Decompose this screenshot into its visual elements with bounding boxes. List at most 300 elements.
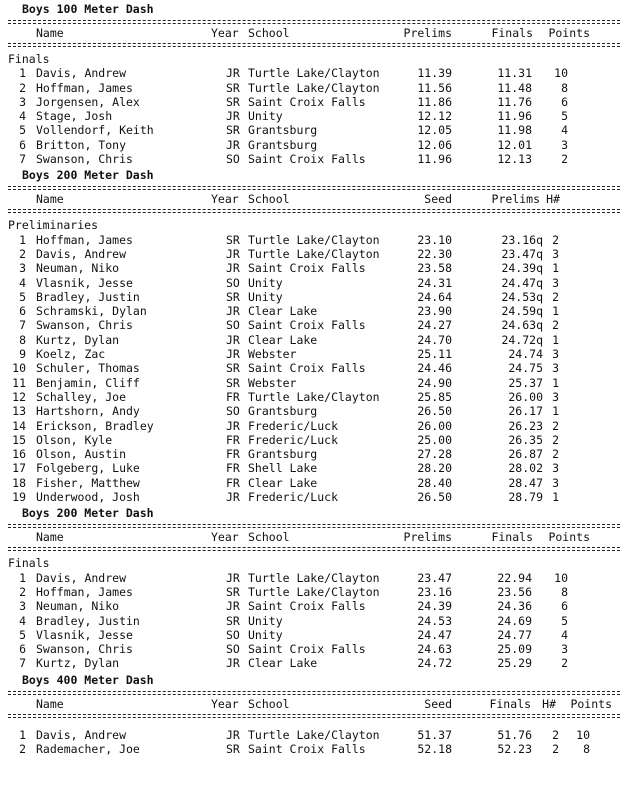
mark-2: 23.16q	[501, 232, 543, 247]
mark-1: 24.72	[417, 656, 452, 671]
mark-2: 28.79	[508, 490, 543, 505]
col-6-header: H#	[546, 192, 560, 207]
year: JR	[226, 332, 240, 347]
school: Turtle Lake/Clayton	[248, 246, 380, 261]
athlete-name: Swanson, Chris	[36, 152, 133, 167]
athlete-name: Davis, Andrew	[36, 246, 127, 261]
mark-3: 1	[552, 332, 559, 347]
mark-3: 5	[561, 109, 568, 124]
year: FR	[226, 461, 240, 476]
result-row	[8, 290, 620, 304]
mark-2: 26.17	[508, 404, 543, 419]
result-row	[8, 390, 620, 404]
year: SO	[226, 318, 240, 333]
year-header: Year	[211, 696, 239, 711]
athlete-name: Hoffman, James	[36, 232, 133, 247]
result-row	[8, 447, 620, 461]
event-title: Boys 200 Meter Dash	[22, 506, 154, 521]
event-block	[8, 1, 620, 166]
result-row	[8, 66, 620, 80]
double-rule-divider	[8, 19, 620, 25]
result-row	[8, 728, 620, 742]
athlete-name: Swanson, Chris	[36, 318, 133, 333]
mark-3: 2	[552, 727, 559, 742]
mark-1: 23.16	[417, 584, 452, 599]
athlete-name: Neuman, Niko	[36, 599, 120, 614]
result-row	[8, 247, 620, 261]
school: Saint Croix Falls	[248, 94, 366, 109]
place: 2	[19, 584, 26, 599]
mark-1: 24.31	[417, 275, 452, 290]
mark-1: 24.70	[417, 332, 452, 347]
mark-2: 24.59q	[501, 304, 543, 319]
event-title: Boys 200 Meter Dash	[22, 168, 154, 183]
mark-3: 6	[561, 599, 568, 614]
result-row	[8, 490, 620, 504]
place: 6	[19, 642, 26, 657]
place: 4	[19, 275, 26, 290]
school: Shell Lake	[248, 461, 318, 476]
year: JR	[226, 109, 240, 124]
result-row	[8, 276, 620, 290]
mark-2: 24.63q	[501, 318, 543, 333]
year: JR	[226, 727, 240, 742]
result-row	[8, 109, 620, 123]
mark-2: 52.23	[497, 741, 532, 756]
athlete-name: Bradley, Justin	[36, 613, 140, 628]
section-label: Preliminaries	[8, 218, 99, 233]
school-header: School	[248, 192, 290, 207]
school: Turtle Lake/Clayton	[248, 570, 380, 585]
mark-1: 27.28	[417, 447, 452, 462]
athlete-name: Davis, Andrew	[36, 727, 127, 742]
col-7-header: Points	[570, 696, 612, 711]
name-header: Name	[36, 26, 64, 40]
event-block	[8, 167, 620, 504]
year-header: Year	[211, 26, 239, 40]
result-row	[8, 138, 620, 152]
mark-1: 28.40	[417, 475, 452, 490]
athlete-name: Schuler, Thomas	[36, 361, 140, 376]
column-header-row	[8, 26, 620, 41]
mark-3: 6	[561, 94, 568, 109]
year: JR	[226, 304, 240, 319]
athlete-name: Vollendorf, Keith	[36, 123, 154, 138]
col-5-header: Prelims	[491, 192, 540, 207]
athlete-name: Hoffman, James	[36, 584, 133, 599]
athlete-name: Bradley, Justin	[36, 289, 140, 304]
result-row	[8, 742, 620, 756]
athlete-name: Schramski, Dylan	[36, 304, 147, 319]
result-row	[8, 656, 620, 670]
mark-1: 25.85	[417, 389, 452, 404]
athlete-name: Underwood, Josh	[36, 490, 140, 505]
column-header-row	[8, 192, 620, 207]
school-header: School	[248, 26, 290, 40]
column-header-row	[8, 697, 620, 712]
event-title: Boys 400 Meter Dash	[22, 672, 154, 687]
mark-2: 26.00	[508, 389, 543, 404]
athlete-name: Jorgensen, Alex	[36, 94, 140, 109]
mark-1: 24.46	[417, 361, 452, 376]
mark-3: 1	[552, 261, 559, 276]
result-row	[8, 585, 620, 599]
result-row	[8, 461, 620, 475]
athlete-name: Hoffman, James	[36, 80, 133, 95]
school: Saint Croix Falls	[248, 741, 366, 756]
mark-1: 25.00	[417, 432, 452, 447]
year: FR	[226, 447, 240, 462]
place: 2	[19, 80, 26, 95]
section-label: Finals	[8, 556, 50, 571]
place: 3	[19, 599, 26, 614]
mark-1: 24.90	[417, 375, 452, 390]
mark-2: 24.74	[508, 347, 543, 362]
place: 1	[19, 232, 26, 247]
school: Unity	[248, 275, 283, 290]
place: 4	[19, 109, 26, 124]
mark-2: 12.13	[497, 152, 532, 167]
result-row	[8, 152, 620, 166]
year: JR	[226, 599, 240, 614]
year: JR	[226, 137, 240, 152]
mark-2: 24.36	[497, 599, 532, 614]
athlete-name: Kurtz, Dylan	[36, 332, 120, 347]
mark-2: 23.56	[497, 584, 532, 599]
athlete-name: Davis, Andrew	[36, 570, 127, 585]
mark-3: 10	[554, 570, 568, 585]
athlete-name: Hartshorn, Andy	[36, 404, 140, 419]
mark-3: 10	[554, 66, 568, 81]
athlete-name: Folgeberg, Luke	[36, 461, 140, 476]
mark-2: 28.47	[508, 475, 543, 490]
place: 1	[19, 727, 26, 742]
mark-1: 11.56	[417, 80, 452, 95]
mark-1: 23.10	[417, 232, 452, 247]
result-row	[8, 599, 620, 613]
school: Saint Croix Falls	[248, 152, 366, 167]
year: SO	[226, 642, 240, 657]
athlete-name: Schalley, Joe	[36, 389, 127, 404]
year: FR	[226, 389, 240, 404]
mark-3: 5	[561, 613, 568, 628]
school: Grantsburg	[248, 123, 318, 138]
athlete-name: Stage, Josh	[36, 109, 113, 124]
mark-3: 2	[561, 152, 568, 167]
result-row	[8, 95, 620, 109]
mark-3: 1	[552, 375, 559, 390]
mark-3: 2	[552, 447, 559, 462]
mark-3: 3	[552, 475, 559, 490]
place: 1	[19, 66, 26, 81]
mark-1: 23.58	[417, 261, 452, 276]
athlete-name: Olson, Austin	[36, 447, 127, 462]
school: Clear Lake	[248, 656, 318, 671]
mark-1: 11.96	[417, 152, 452, 167]
place: 7	[19, 318, 26, 333]
name-header: Name	[36, 696, 64, 711]
mark-3: 3	[552, 389, 559, 404]
mark-2: 26.23	[508, 418, 543, 433]
result-row	[8, 642, 620, 656]
school: Turtle Lake/Clayton	[248, 232, 380, 247]
col-4-header: Seed	[424, 192, 452, 207]
school: Turtle Lake/Clayton	[248, 584, 380, 599]
mark-1: 26.50	[417, 404, 452, 419]
mark-2: 25.09	[497, 642, 532, 657]
mark-3: 2	[552, 318, 559, 333]
result-row	[8, 123, 620, 137]
double-rule-divider	[8, 546, 620, 552]
year: SR	[226, 741, 240, 756]
result-row	[8, 304, 620, 318]
mark-3: 2	[552, 432, 559, 447]
col-6-header: Points	[548, 26, 590, 40]
athlete-name: Davis, Andrew	[36, 66, 127, 81]
athlete-name: Fisher, Matthew	[36, 475, 140, 490]
place: 3	[19, 94, 26, 109]
place: 6	[19, 304, 26, 319]
place: 7	[19, 152, 26, 167]
result-row	[8, 333, 620, 347]
mark-2: 24.75	[508, 361, 543, 376]
athlete-name: Swanson, Chris	[36, 642, 133, 657]
year: SR	[226, 361, 240, 376]
mark-1: 24.47	[417, 627, 452, 642]
mark-1: 24.63	[417, 642, 452, 657]
school: Frederic/Luck	[248, 418, 339, 433]
school: Clear Lake	[248, 475, 318, 490]
mark-1: 11.39	[417, 66, 452, 81]
result-row	[8, 361, 620, 375]
mark-3: 2	[552, 418, 559, 433]
year: JR	[226, 66, 240, 81]
result-row	[8, 376, 620, 390]
year: SR	[226, 584, 240, 599]
school-header: School	[248, 696, 290, 711]
place: 5	[19, 289, 26, 304]
year-header: Year	[211, 192, 239, 207]
year: JR	[226, 418, 240, 433]
mark-2: 26.87	[508, 447, 543, 462]
school: Saint Croix Falls	[248, 361, 366, 376]
year: SR	[226, 123, 240, 138]
mark-3: 3	[561, 642, 568, 657]
double-rule-divider	[8, 208, 620, 214]
mark-3: 8	[561, 80, 568, 95]
mark-2: 11.98	[497, 123, 532, 138]
school: Webster	[248, 375, 297, 390]
col-4-header: Prelims	[403, 26, 452, 40]
mark-2: 24.72q	[501, 332, 543, 347]
mark-2: 25.29	[497, 656, 532, 671]
result-row	[8, 347, 620, 361]
mark-1: 25.11	[417, 347, 452, 362]
event-block	[8, 505, 620, 670]
year: FR	[226, 475, 240, 490]
school-header: School	[248, 530, 290, 545]
mark-3: 3	[552, 275, 559, 290]
year: JR	[226, 347, 240, 362]
mark-3: 2	[552, 232, 559, 247]
school: Saint Croix Falls	[248, 261, 366, 276]
place: 16	[12, 447, 26, 462]
year: JR	[226, 656, 240, 671]
school: Turtle Lake/Clayton	[248, 80, 380, 95]
place: 10	[12, 361, 26, 376]
result-row	[8, 233, 620, 247]
year: SO	[226, 275, 240, 290]
year: SO	[226, 404, 240, 419]
double-rule-divider	[8, 523, 620, 529]
athlete-name: Vlasnik, Jesse	[36, 275, 133, 290]
school: Saint Croix Falls	[248, 318, 366, 333]
athlete-name: Koelz, Zac	[36, 347, 106, 362]
result-row	[8, 318, 620, 332]
mark-3: 3	[552, 361, 559, 376]
year-header: Year	[211, 530, 239, 545]
col-4-header: Prelims	[403, 530, 452, 545]
mark-2: 24.47q	[501, 275, 543, 290]
year: JR	[226, 261, 240, 276]
mark-3: 3	[552, 347, 559, 362]
mark-2: 51.76	[497, 727, 532, 742]
event-block	[8, 672, 620, 757]
place: 5	[19, 627, 26, 642]
results-page	[8, 0, 620, 756]
year: SR	[226, 94, 240, 109]
school: Unity	[248, 289, 283, 304]
mark-1: 12.05	[417, 123, 452, 138]
place: 19	[12, 490, 26, 505]
year: JR	[226, 570, 240, 585]
place: 2	[19, 741, 26, 756]
mark-3: 3	[552, 461, 559, 476]
year: JR	[226, 246, 240, 261]
school: Turtle Lake/Clayton	[248, 389, 380, 404]
mark-2: 26.35	[508, 432, 543, 447]
col-4-header: Seed	[424, 696, 452, 711]
school: Webster	[248, 347, 297, 362]
place: 6	[19, 137, 26, 152]
athlete-name: Neuman, Niko	[36, 261, 120, 276]
place: 3	[19, 261, 26, 276]
school: Unity	[248, 613, 283, 628]
mark-2: 24.53q	[501, 289, 543, 304]
mark-1: 22.30	[417, 246, 452, 261]
place: 15	[12, 432, 26, 447]
school: Unity	[248, 109, 283, 124]
mark-1: 24.64	[417, 289, 452, 304]
mark-2: 24.69	[497, 613, 532, 628]
school: Turtle Lake/Clayton	[248, 66, 380, 81]
year: FR	[226, 432, 240, 447]
place: 18	[12, 475, 26, 490]
event-title: Boys 100 Meter Dash	[22, 2, 154, 16]
place: 8	[19, 332, 26, 347]
mark-2: 22.94	[497, 570, 532, 585]
mark-3: 1	[552, 490, 559, 505]
mark-4: 8	[583, 741, 590, 756]
col-5-header: Finals	[491, 530, 533, 545]
mark-3: 1	[552, 404, 559, 419]
place: 12	[12, 389, 26, 404]
school: Saint Croix Falls	[248, 642, 366, 657]
result-row	[8, 476, 620, 490]
mark-1: 12.06	[417, 137, 452, 152]
year: SR	[226, 232, 240, 247]
year: JR	[226, 490, 240, 505]
double-rule-divider	[8, 690, 620, 696]
year: SR	[226, 80, 240, 95]
mark-3: 3	[552, 246, 559, 261]
mark-3: 8	[561, 584, 568, 599]
school: Frederic/Luck	[248, 490, 339, 505]
col-6-header: H#	[542, 696, 556, 711]
school: Grantsburg	[248, 137, 318, 152]
athlete-name: Erickson, Bradley	[36, 418, 154, 433]
col-5-header: Finals	[489, 696, 531, 711]
result-row	[8, 571, 620, 585]
place: 2	[19, 246, 26, 261]
year: SR	[226, 375, 240, 390]
mark-3: 3	[561, 137, 568, 152]
mark-2: 28.02	[508, 461, 543, 476]
mark-2: 11.76	[497, 94, 532, 109]
place: 17	[12, 461, 26, 476]
year: SR	[226, 289, 240, 304]
result-row	[8, 419, 620, 433]
school: Saint Croix Falls	[248, 599, 366, 614]
mark-2: 25.37	[508, 375, 543, 390]
mark-2: 11.96	[497, 109, 532, 124]
mark-2: 24.39q	[501, 261, 543, 276]
mark-3: 4	[561, 123, 568, 138]
athlete-name: Olson, Kyle	[36, 432, 113, 447]
column-header-row	[8, 530, 620, 545]
mark-1: 11.86	[417, 94, 452, 109]
school: Clear Lake	[248, 304, 318, 319]
year: SR	[226, 613, 240, 628]
year: SO	[226, 627, 240, 642]
mark-1: 23.90	[417, 304, 452, 319]
mark-1: 26.00	[417, 418, 452, 433]
col-5-header: Finals	[491, 26, 533, 40]
result-row	[8, 614, 620, 628]
mark-1: 52.18	[417, 741, 452, 756]
double-rule-divider	[8, 185, 620, 191]
mark-1: 12.12	[417, 109, 452, 124]
name-header: Name	[36, 530, 64, 545]
result-row	[8, 404, 620, 418]
mark-3: 2	[561, 656, 568, 671]
mark-2: 12.01	[497, 137, 532, 152]
col-6-header: Points	[548, 530, 590, 545]
year: SO	[226, 152, 240, 167]
place: 7	[19, 656, 26, 671]
mark-4: 10	[576, 727, 590, 742]
result-row	[8, 261, 620, 275]
mark-1: 28.20	[417, 461, 452, 476]
spacer	[8, 720, 620, 728]
result-row	[8, 628, 620, 642]
place: 13	[12, 404, 26, 419]
mark-3: 4	[561, 627, 568, 642]
school: Turtle Lake/Clayton	[248, 727, 380, 742]
mark-3: 1	[552, 304, 559, 319]
school: Unity	[248, 627, 283, 642]
mark-1: 24.53	[417, 613, 452, 628]
